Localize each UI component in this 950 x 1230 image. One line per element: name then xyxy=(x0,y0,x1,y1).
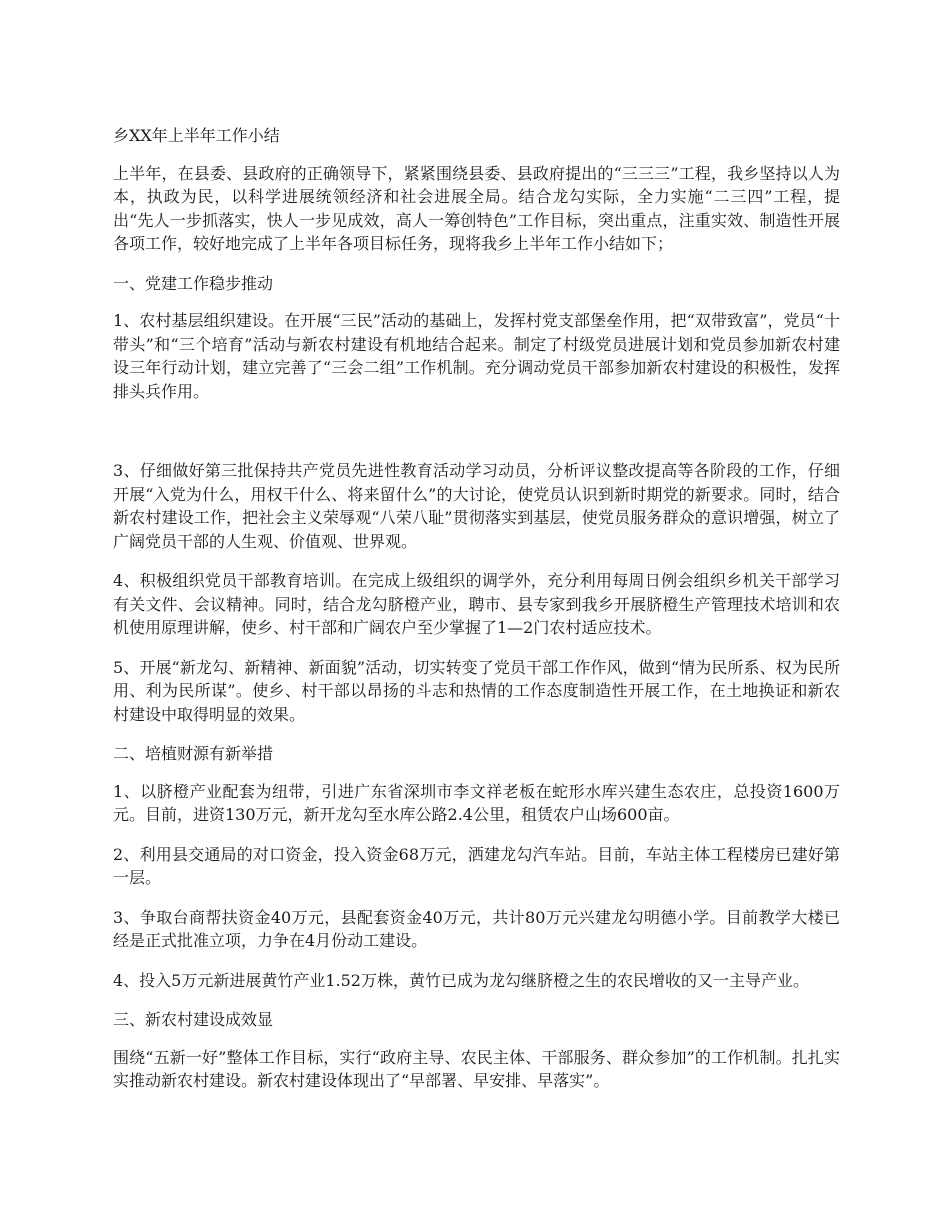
paragraph: 1、以脐橙产业配套为纽带，引进广东省深圳市李文祥老板在蛇形水库兴建生态农庄，总投资1600万元。目前，进资130万元，新开龙勾至水库公路2.4公里，租赁农户山场600亩。 xyxy=(113,781,840,824)
document-body xyxy=(113,124,840,1109)
paragraph: 2、利用县交通局的对口资金，投入资金68万元，洒建龙勾汽车站。目前，车站主体工程楼房已建好第一层。 xyxy=(113,844,840,887)
document-title: 乡XX年上半年工作小结 xyxy=(113,126,280,145)
paragraph: 围绕“五新一好”整体工作目标，实行“政府主导、农民主体、干部服务、群众参加”的工作机制。扎扎实实推动新农村建设。新农村建设体现出了“早部署、早安排、早落实”。 xyxy=(113,1047,840,1090)
paragraph: 4、积极组织党员干部教育培训。在完成上级组织的调学外，充分利用每周日例会组织乡机关干部学习有关文件、会议精神。同时，结合龙勾脐橙产业，聘市、县专家到我乡开展脐橙生产管理技术培训和农机使用原理讲解，使乡、村干部和广阔农户至少掌握了1—2门农村适应技术。 xyxy=(113,571,840,637)
intro-paragraph: 上半年，在县委、县政府的正确领导下，紧紧围绕县委、县政府提出的“三三三”工程，我乡坚持以人为本，执政为民，以科学进展统领经济和社会进展全局。结合龙勾实际，全力实施“二三四”工程，提出“先人一步抓落实，快人一步见成效，高人一筹创特色”工作目标，突出重点，注重实效、制造性开展各项工作，较好地完成了上半年各项目标任务，现将我乡上半年工作小结如下； xyxy=(113,163,840,253)
paragraph: 1、农村基层组织建设。在开展“三民”活动的基础上，发挥村党支部堡垒作用，把“双带致富”，党员“十带头”和“三个培育”活动与新农村建设有机地结合起来。制定了村级党员进展计划和党员参加新农村建设三年行动计划，建立完善了“三会二组”工作机制。充分调动党员干部参加新农村建设的积极性，发挥排头兵作用。 xyxy=(113,311,840,401)
section-heading-party-building: 一、党建工作稳步推动 xyxy=(113,273,274,293)
section-heading-revenue: 二、培植财源有新举措 xyxy=(113,744,274,763)
paragraph: 5、开展“新龙勾、新精神、新面貌”活动，切实转变了党员干部工作作风，做到“情为民所系、权为民所用、利为民所谋”。使乡、村干部以昂扬的斗志和热情的工作态度制造性开展工作，在土地换证和新农村建设中取得明显的效果。 xyxy=(113,657,840,724)
paragraph: 3、仔细做好第三批保持共产党员先进性教育活动学习动员，分析评议整改提高等各阶段的工作，仔细开展“入党为什么，用权干什么、将来留什么”的大讨论，使党员认识到新时期党的新要求。同时，结合新农村建设工作，把社会主义荣辱观“八荣八耻”贯彻落实到基层，使党员服务群众的意识增强，树立了广阔党员干部的人生观、价值观、世界观。 xyxy=(113,461,840,551)
section-heading-new-countryside: 三、新农村建设成效显 xyxy=(113,1010,274,1029)
paragraph: 4、投入5万元新进展黄竹产业1.52万株，黄竹已成为龙勾继脐橙之生的农民增收的又一主导产业。 xyxy=(113,970,809,990)
paragraph: 3、争取台商帮扶资金40万元，县配套资金40万元，共计80万元兴建龙勾明德小学。目前教学大楼已经是正式批准立项，力争在4月份动工建设。 xyxy=(113,907,840,950)
